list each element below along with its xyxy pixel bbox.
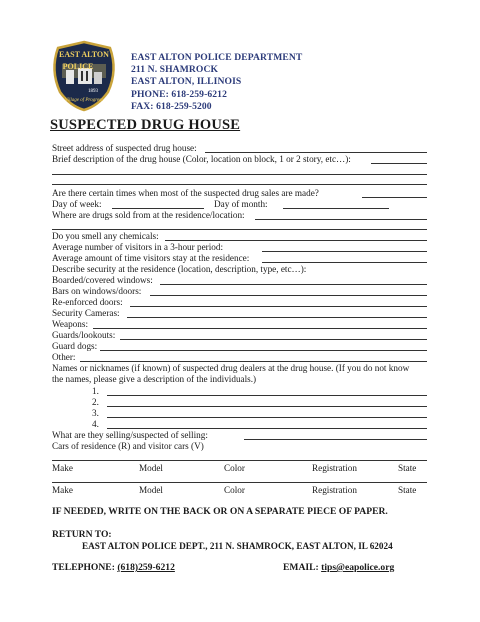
cameras-label: Security Cameras: bbox=[52, 308, 120, 318]
street-field[interactable] bbox=[205, 152, 427, 153]
car-col-model: Model bbox=[139, 463, 163, 473]
guards-label: Guards/lookouts: bbox=[52, 330, 116, 340]
other-label: Other: bbox=[52, 352, 76, 362]
logo-year: 1893 bbox=[88, 89, 98, 94]
day-month-field[interactable] bbox=[283, 208, 389, 209]
brief-field[interactable] bbox=[371, 163, 427, 164]
car-col-color: Color bbox=[224, 485, 245, 495]
logo-motto: Village of Progress bbox=[64, 98, 104, 103]
car-col-make: Make bbox=[52, 463, 73, 473]
name-2-field[interactable] bbox=[107, 406, 427, 407]
visitors-label: Average number of visitors in a 3-hour period: bbox=[52, 242, 224, 252]
telephone-label: TELEPHONE: bbox=[52, 562, 115, 573]
brief-line-2[interactable] bbox=[52, 174, 427, 175]
name-4-field[interactable] bbox=[107, 428, 427, 429]
time-stay-label: Average amount of time visitors stay at the residence: bbox=[52, 253, 250, 263]
reenforced-label: Re-enforced doors: bbox=[52, 297, 123, 307]
car-row-1-line[interactable] bbox=[52, 460, 427, 461]
dogs-label: Guard dogs: bbox=[52, 341, 98, 351]
guards-field[interactable] bbox=[120, 339, 427, 340]
smell-field[interactable] bbox=[165, 240, 427, 241]
email-label: EMAIL: bbox=[283, 562, 319, 573]
cameras-field[interactable] bbox=[127, 317, 427, 318]
email-line bbox=[283, 562, 394, 573]
visitors-field[interactable] bbox=[262, 251, 427, 252]
security-label: Describe security at the residence (location, description, type, etc…): bbox=[52, 264, 307, 274]
header-line-5: FAX: 618-259-5200 bbox=[131, 100, 212, 112]
weapons-label: Weapons: bbox=[52, 319, 88, 329]
return-label: RETURN TO: bbox=[52, 529, 112, 540]
name-1-number: 1. bbox=[92, 386, 99, 396]
where-line-2[interactable] bbox=[52, 229, 427, 230]
bars-label: Bars on windows/doors: bbox=[52, 286, 142, 296]
telephone-line bbox=[52, 562, 175, 573]
other-field[interactable] bbox=[80, 361, 427, 362]
brief-line-3[interactable] bbox=[52, 184, 427, 185]
car-col-state: State bbox=[398, 485, 417, 495]
names-label-1: Names or nicknames (if known) of suspected drug dealers at the drug house. (If you do not know bbox=[52, 363, 410, 373]
where-field[interactable] bbox=[255, 219, 427, 220]
police-logo bbox=[48, 40, 120, 112]
street-label: Street address of suspected drug house: bbox=[52, 143, 197, 153]
car-row-2-line[interactable] bbox=[52, 482, 427, 483]
names-label-2: the names, please give a description of the individuals.) bbox=[52, 374, 257, 384]
department-header bbox=[131, 52, 302, 113]
car-col-color: Color bbox=[224, 463, 245, 473]
car-col-registration: Registration bbox=[312, 463, 357, 473]
header-line-2: 211 N. SHAMROCK bbox=[131, 64, 219, 76]
email-link[interactable]: tips@eapolice.org bbox=[321, 562, 395, 573]
where-label: Where are drugs sold from at the residence/location: bbox=[52, 210, 245, 220]
car-col-state: State bbox=[398, 463, 417, 473]
telephone-value[interactable]: (618)259-6212 bbox=[117, 562, 175, 573]
header-line-3: EAST ALTON, ILLINOIS bbox=[131, 76, 242, 88]
car-col-make: Make bbox=[52, 485, 73, 495]
times-label: Are there certain times when most of the suspected drug sales are made? bbox=[52, 188, 319, 198]
brief-label: Brief description of the drug house (Color, location on block, 1 or 2 story, etc…): bbox=[52, 154, 351, 164]
car-col-model: Model bbox=[139, 485, 163, 495]
car-col-registration: Registration bbox=[312, 485, 357, 495]
time-stay-field[interactable] bbox=[262, 262, 427, 263]
boarded-label: Boarded/covered windows: bbox=[52, 275, 153, 285]
header-line-4: PHONE: 618-259-6212 bbox=[131, 88, 227, 100]
day-month-label: Day of month: bbox=[214, 199, 268, 209]
logo-badge-text: POLICE bbox=[62, 62, 94, 71]
header-line-1: EAST ALTON POLICE DEPARTMENT bbox=[131, 52, 303, 63]
name-3-number: 3. bbox=[92, 408, 99, 418]
back-note: IF NEEDED, WRITE ON THE BACK OR ON A SEPARATE PIECE OF PAPER. bbox=[52, 506, 388, 517]
form-title: SUSPECTED DRUG HOUSE bbox=[50, 117, 241, 133]
boarded-field[interactable] bbox=[160, 284, 427, 285]
bars-field[interactable] bbox=[150, 295, 427, 296]
weapons-field[interactable] bbox=[93, 328, 427, 329]
name-1-field[interactable] bbox=[107, 395, 427, 396]
day-week-field[interactable] bbox=[112, 208, 204, 209]
selling-label: What are they selling/suspected of selling: bbox=[52, 430, 208, 440]
times-field[interactable] bbox=[362, 197, 427, 198]
day-week-label: Day of week: bbox=[52, 199, 102, 209]
return-address: EAST ALTON POLICE DEPT., 211 N. SHAMROCK, EAST ALTON, IL 62024 bbox=[82, 541, 393, 551]
dogs-field[interactable] bbox=[100, 350, 427, 351]
name-4-number: 4. bbox=[92, 419, 99, 429]
reenforced-field[interactable] bbox=[130, 306, 427, 307]
logo-top-text: EAST ALTON bbox=[59, 50, 109, 59]
name-2-number: 2. bbox=[92, 397, 99, 407]
smell-label: Do you smell any chemicals: bbox=[52, 231, 159, 241]
name-3-field[interactable] bbox=[107, 417, 427, 418]
cars-label: Cars of residence (R) and visitor cars (V) bbox=[52, 441, 204, 451]
selling-field[interactable] bbox=[244, 439, 427, 440]
